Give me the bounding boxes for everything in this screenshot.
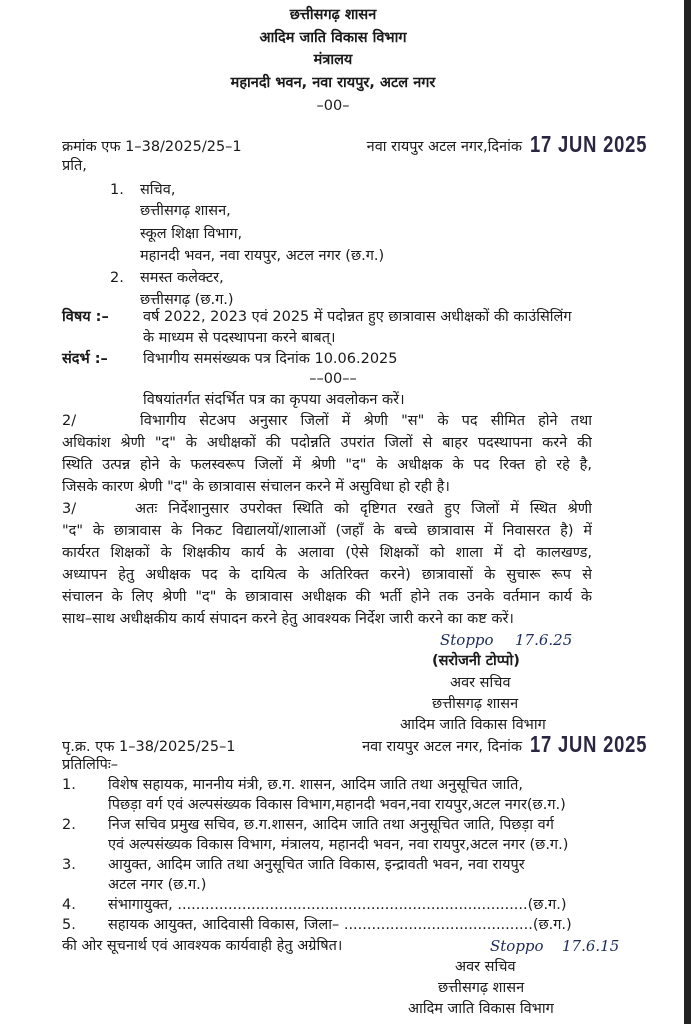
paragraph-2-number: 2/ (62, 413, 77, 429)
header-separator: –00– (316, 98, 350, 114)
copy-signatory-government: छत्तीसगढ़ शासन (438, 980, 525, 996)
header-address: महानदी भवन, नवा रायपुर, अटल नगर (230, 75, 436, 91)
copy-item-number: 1. (62, 777, 76, 793)
paragraph-2-line: स्थिति उत्पन्न होने के फलस्वरूप जिलों में श्रेणी "द" के अधीक्षक के पद रिक्त हो रहे है, (62, 457, 592, 473)
header-government: छत्तीसगढ़ शासन (289, 7, 377, 23)
copy-item-line: अटल नगर (छ.ग.) (108, 877, 207, 893)
scan-edge (684, 0, 691, 1024)
copy-item-line: सहायक आयुक्त, आदिवासी विकास, जिला– .........................................(छ.ग.) (108, 917, 572, 933)
signatory-name: (सरोजनी टोप्पो) (432, 653, 520, 669)
paragraph-3-line: साथ–साथ अधीक्षकीय कार्य संपादन करने हेतु आवश्यक निर्देश जारी करने का कष्ट करें। (62, 611, 514, 627)
subject-line: के माध्यम से पदस्थापना करने बाबत्। (143, 330, 336, 346)
letter-number: क्रमांक एफ 1–38/2025/25–1 (62, 139, 242, 155)
date-stamp: 17 JUN 2025 (530, 131, 648, 157)
reference-label: संदर्भ :– (62, 351, 108, 367)
to-item-line: समस्त कलेक्टर, (140, 270, 224, 286)
subject-label: विषय :– (62, 309, 109, 325)
to-item-line: महानदी भवन, नवा रायपुर, अटल नगर (छ.ग.) (140, 248, 385, 264)
copy-item-number: 3. (62, 857, 76, 873)
copy-number: पृ.क्र. एफ 1–38/2025/25–1 (62, 739, 236, 755)
copy-place-date: नवा रायपुर अटल नगर, दिनांक (362, 739, 522, 755)
paragraph-3-line: संचालन के लिए श्रेणी "द" के छात्रावास अधीक्षक की भर्ती होने तक उनके वर्तमान कार्य के (62, 589, 592, 605)
to-item-line: छत्तीसगढ़ शासन, (140, 203, 231, 219)
paragraph-1: विषयांतर्गत संदर्भित पत्र का कृपया अवलोकन करें। (143, 392, 405, 408)
to-item-line: छत्तीसगढ़ (छ.ग.) (140, 292, 234, 308)
copy-signatory-designation: अवर सचिव (455, 959, 516, 975)
paragraph-3-line: "द" के छात्रावास के निकट विद्यालयों/शालाओं (जहाँ के बच्चे छात्रावास में निवासरत है) में (62, 523, 592, 539)
letter-place-date: नवा रायपुर अटल नगर,दिनांक (366, 139, 522, 155)
copy-label: प्रतिलिपिः– (62, 757, 119, 773)
to-item-number: 1. (110, 182, 124, 198)
paragraph-2-line: जिसके कारण श्रेणी "द" के छात्रावास संचालन करने में असुविधा हो रही है। (62, 479, 450, 495)
paragraph-3-number: 3/ (62, 501, 77, 517)
signature-date: 17.6.15 (562, 937, 620, 955)
copy-item-number: 2. (62, 817, 76, 833)
copy-item-line: संभागायुक्त, ............................................................................(छ.ग.) (108, 897, 567, 913)
copy-date-stamp: 17 JUN 2025 (530, 731, 648, 757)
paragraph-3-line: अतः निर्देशानुसार उपरोक्त स्थिति को दृष्टिगत रखते हुए जिलों में स्थित श्रेणी (135, 501, 592, 517)
signature-scribble: Stoppo (440, 631, 494, 649)
subject-line: वर्ष 2022, 2023 एवं 2025 में पदोन्नत हुए छात्रावास अधीक्षकों की काउंसिलिंग (143, 309, 572, 325)
to-label: प्रति, (62, 158, 87, 174)
copy-item-line: आयुक्त, आदिम जाति तथा अनुसूचित जाति विकास, इन्द्रावती भवन, नवा रायपुर (108, 857, 525, 873)
copy-signatory-department: आदिम जाति विकास विभाग (408, 1001, 554, 1017)
copy-item-line: विशेष सहायक, माननीय मंत्री, छ.ग. शासन, आदिम जाति तथा अनुसूचित जाति, (108, 777, 523, 793)
copy-item-number: 4. (62, 897, 76, 913)
paragraph-3-line: अध्यापन हेतु अधीक्षक पद के दायित्व के अतिरिक्त करने) छात्रावासों के सुचारू रूप से (62, 567, 592, 583)
to-item-line: स्कूल शिक्षा विभाग, (140, 226, 243, 242)
to-item-line: सचिव, (140, 182, 176, 198)
paragraph-2-line: विभागीय सेटअप अनुसार जिलों में श्रेणी "स" के पद सीमित होने तथा (140, 413, 592, 429)
copy-closing: की ओर सूचनार्थ एवं आवश्यक कार्यवाही हेतु अग्रेषित। (62, 938, 343, 954)
signature-scribble: Stoppo (490, 937, 544, 955)
signatory-government: छत्तीसगढ़ शासन (432, 696, 519, 712)
body-separator: ––00–– (309, 371, 357, 387)
signatory-department: आदिम जाति विकास विभाग (400, 717, 546, 733)
reference-text: विभागीय समसंख्यक पत्र दिनांक 10.06.2025 (143, 351, 398, 367)
copy-item-line: एवं अल्पसंख्यक विकास विभाग, मंत्रालय, महानदी भवन, नवा रायपुर,अटल नगर (छ.ग.) (108, 837, 569, 853)
copy-item-number: 5. (62, 917, 76, 933)
to-item-number: 2. (110, 270, 124, 286)
copy-item-line: निज सचिव प्रमुख सचिव, छ.ग.शासन, आदिम जाति तथा अनुसूचित जाति, पिछड़ा वर्ग (108, 817, 554, 833)
signature-date: 17.6.25 (515, 631, 573, 649)
signatory-designation: अवर सचिव (450, 675, 511, 691)
paragraph-2-line: अधिकांश श्रेणी "द" के अधीक्षकों की पदोन्नति उपरांत जिलों से बाहर पदस्थापना करने की (62, 435, 592, 451)
copy-item-line: पिछड़ा वर्ग एवं अल्पसंख्यक विकास विभाग,महानदी भवन,नवा रायपुर,अटल नगर(छ.ग.) (108, 797, 566, 813)
header-ministry: मंत्रालय (313, 52, 353, 68)
header-department: आदिम जाति विकास विभाग (259, 30, 407, 46)
paragraph-3-line: कार्यरत शिक्षकों के शिक्षकीय कार्य के अलावा (ऐसे शिक्षकों को शाला में दो कालखण्ड, (62, 545, 592, 561)
